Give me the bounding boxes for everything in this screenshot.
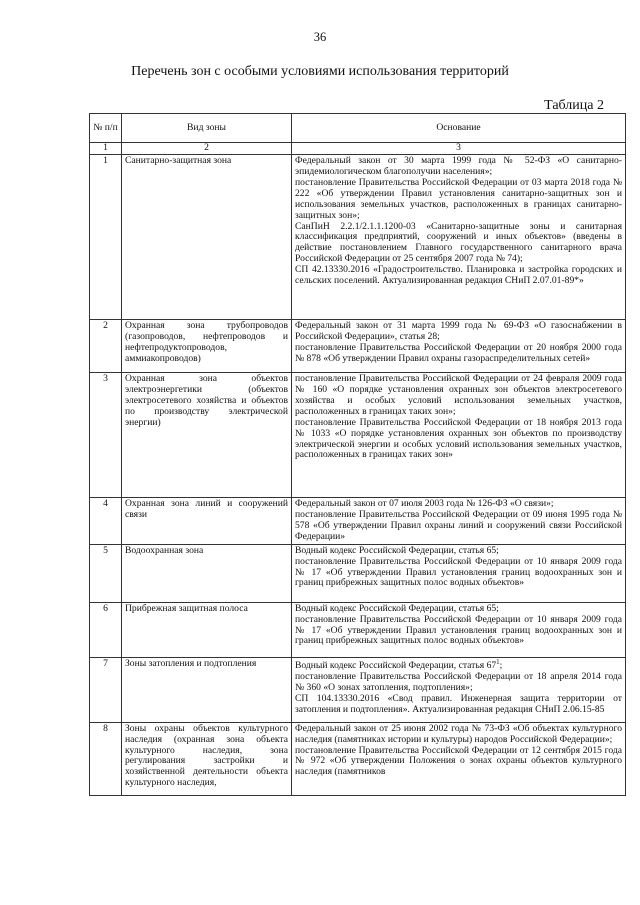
document-title: Перечень зон с особыми условиями использования территорий bbox=[131, 64, 509, 79]
basis-entry: Водный кодекс Российской Федерации, статья 65; bbox=[295, 602, 499, 614]
zone-type-cell: Охранная зона линий и сооружений связи bbox=[122, 498, 292, 545]
basis-cell bbox=[292, 544, 626, 602]
row-number: 5 bbox=[90, 544, 122, 602]
table-row bbox=[90, 498, 626, 545]
basis-entry: постановление Правительства Российской Федерации от 09 июня 1995 года № 578 «Об утверждении Правил охраны линий и сооружений связи Российской Федерации» bbox=[295, 508, 622, 542]
basis-cell bbox=[292, 602, 626, 657]
basis-entry: Водный кодекс Российской Федерации, статья 65; bbox=[295, 544, 499, 556]
table-header-row bbox=[90, 114, 626, 143]
row-number: 3 bbox=[90, 373, 122, 498]
zone-type-cell: Водоохранная зона bbox=[122, 544, 292, 602]
basis-entry: Федеральный закон от 30 марта 1999 года № 52-ФЗ «О санитарно-эпидемиологическом благополучии населения»; bbox=[295, 155, 622, 177]
row-number: 7 bbox=[90, 657, 122, 722]
table-row bbox=[90, 657, 626, 722]
basis-entry: СанПиН 2.2.1/2.1.1.1200-03 «Санитарно-защитные зоны и санитарная классификация предприятий, сооружений и иных объектов» (введены в действие постановлением Главного государственного санитарного врача Российской Федерации от 25 сентября 2007 года № 74); bbox=[295, 220, 622, 265]
table-caption: Таблица 2 bbox=[544, 98, 604, 113]
table-row bbox=[90, 320, 626, 373]
basis-entry: постановление Правительства Российской Федерации от 18 ноября 2013 года № 1033 «О порядке установления охранных зон объектов по производству электрической энергии и особых условий использования земельных участков, расположенных в границах таких зон» bbox=[295, 416, 622, 461]
basis-entry-text: Водный кодекс Российской Федерации, статья 67 bbox=[295, 659, 497, 671]
basis-entry: постановление Правительства Российской Федерации от 24 февраля 2009 года № 160 «О порядке установления охранных зон объектов электросетевого хозяйства и особых условий использования земельных участков, расположенных в границах таких зон»; bbox=[295, 373, 622, 417]
row-number: 6 bbox=[90, 602, 122, 657]
basis-entry: постановление Правительства Российской Федерации от 18 апреля 2014 года № 360 «О зонах затопления, подтопления»; bbox=[295, 670, 622, 693]
zones-table bbox=[89, 113, 626, 796]
table-row bbox=[90, 373, 626, 498]
row-number: 2 bbox=[90, 320, 122, 373]
header-basis: Основание bbox=[292, 114, 626, 143]
basis-cell bbox=[292, 657, 626, 722]
zone-type-cell: Охранная зона трубопроводов (газопроводов, нефтепроводов и нефтепродуктопроводов, аммиакопроводов) bbox=[122, 320, 292, 373]
column-number: 3 bbox=[292, 143, 626, 155]
basis-cell bbox=[292, 373, 626, 498]
article-superscript: 1 bbox=[496, 657, 500, 666]
basis-cell bbox=[292, 155, 626, 320]
column-number: 1 bbox=[90, 143, 122, 155]
table-row bbox=[90, 155, 626, 320]
row-number: 8 bbox=[90, 722, 122, 795]
basis-cell bbox=[292, 722, 626, 795]
basis-entry: Федеральный закон от 25 июня 2002 года № 73-ФЗ «Об объектах культурного наследия (памятниках истории и культуры) народов Российской Федерации»; bbox=[295, 722, 622, 745]
zone-type-cell: Санитарно-защитная зона bbox=[122, 155, 292, 320]
table-row bbox=[90, 544, 626, 602]
column-number: 2 bbox=[122, 143, 292, 155]
basis-entry: Федеральный закон от 07 июля 2003 года № 126-ФЗ «О связи»; bbox=[295, 498, 554, 509]
header-number: № п/п bbox=[90, 114, 122, 143]
basis-entry: постановление Правительства Российской Федерации от 10 января 2009 года № 17 «Об утверждении Правил установления границ водоохранных зон и границ прибрежных защитных полос водных объектов» bbox=[295, 613, 622, 647]
page-number: 36 bbox=[313, 30, 327, 44]
basis-entry: СП 42.13330.2016 «Градостроительство. Планировка и застройка городских и сельских поселений. Актуализированная редакция СНиП 2.07.01-89*» bbox=[295, 264, 622, 287]
zone-type-cell: Зоны затопления и подтопления bbox=[122, 657, 292, 722]
basis-entry: постановление Правительства Российской Федерации от 10 января 2009 года № 17 «Об утверждении Правил установления границ водоохранных зон и границ прибрежных защитных полос водных объектов» bbox=[295, 555, 622, 589]
basis-entry: постановление Правительства Российской Федерации от 20 ноября 2000 года № 878 «Об утверждении Правил охраны газораспределительных сетей» bbox=[295, 341, 622, 364]
header-zone-type: Вид зоны bbox=[122, 114, 292, 143]
basis-entry bbox=[295, 659, 622, 672]
basis-entry: постановление Правительства Российской Федерации от 03 марта 2018 года № 222 «Об утверждении Правил установления санитарно-защитных зон и использования земельных участков, расположенных в границах санитарно-защитных зон»; bbox=[295, 176, 622, 221]
row-number: 1 bbox=[90, 155, 122, 320]
zone-type-cell: Прибрежная защитная полоса bbox=[122, 602, 292, 657]
basis-cell bbox=[292, 498, 626, 545]
table-row bbox=[90, 602, 626, 657]
row-number: 4 bbox=[90, 498, 122, 545]
basis-entry: постановление Правительства Российской Федерации от 12 сентября 2015 года № 972 «Об утверждении Положения о зонах охраны объектов культурного наследия (памятников bbox=[295, 744, 622, 778]
basis-entry: Федеральный закон от 31 марта 1999 года № 69-ФЗ «О газоснабжении в Российской Федерации», статья 28; bbox=[295, 320, 622, 342]
zone-type-cell: Охранная зона объектов электроэнергетики (объектов электросетевого хозяйства и объектов по производству электрической энергии) bbox=[122, 373, 292, 498]
table-row bbox=[90, 722, 626, 795]
zone-type-cell: Зоны охраны объектов культурного наследия (охранная зона объекта культурного наследия, зона регулирования застройки и хозяйственной деятельности объекта культурного наследия, bbox=[122, 722, 292, 795]
basis-entry-end: ; bbox=[499, 659, 503, 671]
basis-entry: СП 104.13330.2016 «Свод правил. Инженерная защита территории от затопления и подтопления». Актуализированная редакция СНиП 2.06.15-85 bbox=[295, 692, 622, 715]
basis-cell bbox=[292, 320, 626, 373]
column-number-row bbox=[90, 143, 626, 155]
